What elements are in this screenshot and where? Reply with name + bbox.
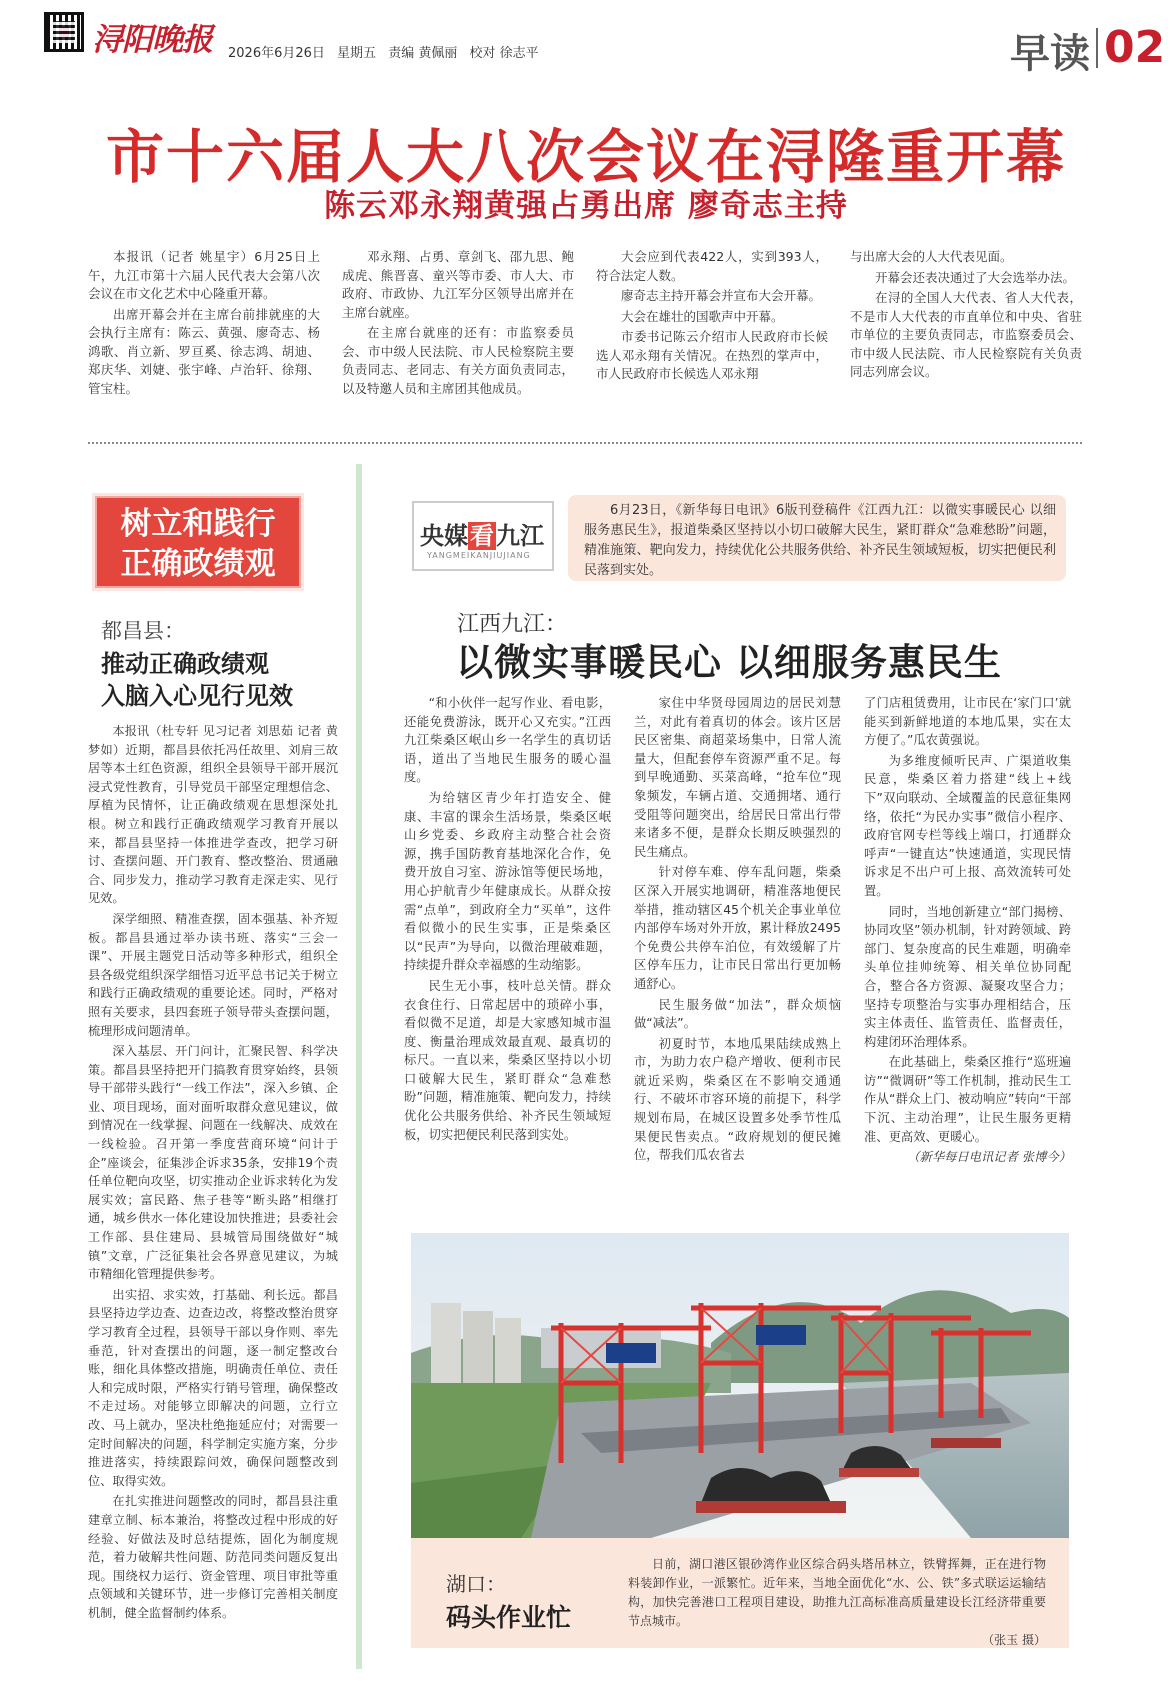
photo-credit: （张玉 摄） bbox=[982, 1633, 1046, 1647]
lead-column-1 bbox=[88, 248, 320, 400]
media-column-3 bbox=[864, 694, 1071, 1167]
issue-date: 2026年6月26日 bbox=[228, 46, 325, 61]
issue-weekday: 星期五 bbox=[337, 46, 377, 61]
theme-line-2: 正确政绩观 bbox=[120, 546, 276, 582]
media-paragraph: 为给辖区青少年打造安全、健康、丰富的课余生活场景，柴桑区岷山乡党委、乡政府主动整合社会资源，携手国防教育基地深化合作，免费开放自习室、游泳馆等便民场地，用心护航青少年健康成长。从群众按需“点单”，到政府全力“买单”，这件看似微小的民生实事，正是柴桑区以“民声”为导向，以微治理破难题，持续提升群众幸福感的生动缩影。 bbox=[404, 790, 611, 973]
media-intro-text: 6月23日，《新华每日电讯》6版刊登稿件《江西九江：以微实事暖民心 以细服务惠民生》，报道柴桑区坚持以小切口破解大民生，紧盯群众“急难愁盼”问题，精准施策、靶向发力，持续优化公共服务供给、补齐民生领域短板，切实把便民利民落到实处。 bbox=[584, 503, 1056, 578]
left-title bbox=[101, 648, 293, 712]
port-crane-illustration bbox=[411, 1233, 1069, 1538]
newspaper-brand: 浔阳晚报 bbox=[92, 22, 212, 58]
lead-paragraph: 廖奇志主持开幕会并宣布大会开幕。 bbox=[621, 288, 822, 303]
media-paragraph: 民生无小事，枝叶总关情。群众衣食住行、日常起居中的琐碎小事，看似微不足道，却是大家感知城市温度、衡量治理成效最直观、最真切的标尺。一直以来，柴桑区坚持以小切口破解大民生，紧盯群众“急难愁盼”问题，精准施策、靶向发力，持续优化公共服务供给、补齐民生领域短板，切实把便民利民落到实处。 bbox=[404, 978, 611, 1142]
section-name: 早读 bbox=[1010, 30, 1090, 77]
lead-paragraph: 在浔的全国人大代表、省人大代表，不是市人大代表的市直单位和中央、省驻市单位的主要负责同志，市监察委员会、市中级人民法院、市人民检察院有关负责同志列席会议。 bbox=[850, 290, 1082, 379]
photo-caption bbox=[628, 1555, 1046, 1650]
media-logo bbox=[420, 516, 544, 551]
media-logo-pinyin: YANGMEIKANJIUJIANG bbox=[427, 551, 531, 560]
lead-paragraph: 市委书记陈云介绍市人民政府市长候选人邓永翔有关情况。在热烈的掌声中，市人民政府市长候选人邓永翔 bbox=[596, 329, 828, 381]
media-column-2 bbox=[634, 694, 841, 1167]
lead-headline: 市十六届人大八次会议在浔隆重开幕 bbox=[105, 123, 1066, 191]
left-paragraph: 深学细照、精准查摆，固本强基、补齐短板。都昌县通过举办读书班、落实“三会一课”、开展主题党日活动等多种形式，组织全县各级党组织深学细悟习近平总书记关于树立和践行正确政绩观的重要论述。同时，严格对照有关要求，县四套班子领导带头查摆问题，梳理形成问题清单。 bbox=[88, 911, 338, 1038]
media-title: 以微实事暖民心 以细服务惠民生 bbox=[456, 641, 1002, 684]
left-story-body bbox=[88, 722, 338, 1625]
media-paragraph: 在此基础上，柴桑区推行“巡班遍访”“微调研”等工作机制，推动民生工作从“群众上门、被动响应”转向“干部下沉、主动治理”，让民生服务更精准、更高效、更暖心。 bbox=[864, 1055, 1071, 1144]
media-paragraph: 初夏时节，本地瓜果陆续成熟上市，为助力农户稳产增收、便利市民就近采购，柴桑区在不影响交通通行、不破坏市容环境的前提下，科学规划布局，在城区设置多处季节性瓜果便民售卖点。“政府规划的便民摊位，帮我们瓜农省去 bbox=[634, 1036, 841, 1163]
media-intro bbox=[568, 495, 1066, 581]
media-logo-right: 九江 bbox=[496, 522, 544, 550]
photo-caption-text: 日前，湖口港区银砂湾作业区综合码头塔吊林立，铁臂挥舞，正在进行物料装卸作业，一派繁忙。近年来，当地全面优化“水、公、铁”多式联运运输结构，加快完善港口工程项目建设，助推九江高标准高质量建设长江经济带重要节点城市。 bbox=[628, 1557, 1046, 1628]
media-logo-left: 央媒 bbox=[420, 522, 468, 550]
media-kicker: 江西九江： bbox=[457, 612, 568, 637]
left-paragraph: 出实招、求实效，打基础、利长远。都昌县坚持边学边查、边查边改，将整改整治贯穿学习教育全过程，县领导干部以身作则、率先垂范，针对查摆出的问题，逐一制定整改台账，细化具体整改措施，明确责任单位、责任人和完成时限，严格实行销号管理，确保整改不走过场。对能够立即解决的问题，立行立改、马上就办，坚决杜绝拖延应付；对需要一定时间解决的问题，科学制定实施方案，分步推进落实，持续跟踪问效，确保问题整改到位、取得实效。 bbox=[88, 1287, 338, 1488]
left-paragraph: 深入基层、开门问计，汇聚民智、科学决策。都昌县坚持把开门搞教育贯穿始终，县领导干部带头践行“一线工作法”，深入乡镇、企业、项目现场，面对面听取群众意见建议，做到情况在一线掌握、问题在一线解决、成效在一线检验。召开第一季度营商环境“问计于企”座谈会，征集涉企诉求35条，安排19个责任单位靶向攻坚，切实推动企业诉求转化为发展实效；富民路、焦子巷等“断头路”相继打通，城乡供水一体化建设加快推进；县委社会工作部、县住建局、县城管局围绕做好“城镇”文章，广泛征集社会各界意见建议，为城市精细化管理提供参考。 bbox=[88, 1044, 338, 1282]
left-kicker: 都昌县： bbox=[101, 619, 185, 643]
lead-subhead: 陈云邓永翔黄强占勇出席 廖奇志主持 bbox=[324, 188, 848, 224]
lead-paragraph: 大会在雄壮的国歌声中开幕。 bbox=[621, 308, 784, 324]
port-photo bbox=[411, 1233, 1069, 1538]
qr-code-icon bbox=[44, 12, 84, 52]
media-paragraph: 同时，当地创新建立“部门揭榜、协同攻坚”领办机制，针对跨领域、跨部门、复杂度高的民生难题，明确牵头单位挂帅统筹、相关单位协同配合，整合各方资源、凝聚攻坚合力；坚持专项整治与实事办理相结合，压实主体责任、监管责任、监督责任，构建闭环治理体系。 bbox=[864, 904, 1071, 1049]
lead-column-2 bbox=[342, 248, 574, 400]
lead-paragraph: 与出席大会的人大代表见面。 bbox=[850, 249, 1013, 264]
media-paragraph: 了门店租赁费用，让市民在‘家门口’就能买到新鲜地道的本地瓜果，实在太方便了。”瓜农黄强说。 bbox=[864, 696, 1071, 748]
left-title-line-1: 推动正确政绩观 bbox=[101, 650, 269, 678]
proofreader-credit: 校对 徐志平 bbox=[469, 46, 539, 61]
media-logo-mid: 看 bbox=[470, 522, 494, 550]
left-paragraph: 在扎实推进问题整改的同时，都昌县注重建章立制、标本兼治，将整改过程中形成的好经验、好做法及时总结提炼，固化为制度规范，着力破解共性问题、防范同类问题反复出现。围绕权力运行、资金管理、项目审批等重点领域和关键环节，进一步修订完善相关制度机制，健全监督制约体系。 bbox=[88, 1494, 338, 1620]
left-paragraph: 本报讯（杜专轩 见习记者 刘思茹 记者 黄梦如）近期，都昌县依托冯任故里、刘肩三故居等本土红色资源，组织全县领导干部开展沉浸式党性教育，引导党员干部坚定理想信念、厚植为民情怀，让正确政绩观在思想深处扎根。树立和践行正确政绩观学习教育开展以来，都昌县坚持一体推进学查改，把学习研讨、查摆问题、开门教育、整改整治、贯通融合、同步发力，推动学习教育走深走实、见行见效。 bbox=[88, 724, 338, 906]
lead-paragraph: 邓永翔、占勇、章剑飞、邵九思、鲍成虎、熊晋喜、童兴等市委、市人大、市政府、市政协、九江军分区领导出席并在主席台就座。 bbox=[342, 249, 574, 320]
lead-paragraph: 本报讯（记者 姚星宇）6月25日上午，九江市第十六届人民代表大会第八次会议在市文化艺术中心隆重开幕。 bbox=[88, 249, 320, 301]
lead-paragraph: 开幕会还表决通过了大会选举办法。 bbox=[875, 269, 1076, 285]
section-divider bbox=[1096, 28, 1098, 68]
media-paragraph: “和小伙伴一起写作业、看电影，还能免费游泳，既开心又充实。”江西九江柴桑区岷山乡一名学生的真切话语，道出了当地民生服务的暖心温度。 bbox=[404, 696, 611, 785]
media-paragraph: 针对停车难、停车乱问题，柴桑区深入开展实地调研，精准落地便民举措，推动辖区45个机关企事业单位内部停车场对外开放，累计释放2495个免费公共停车泊位，有效缓解了片区停车压力，让市民日常出行更加畅通舒心。 bbox=[634, 865, 841, 991]
media-paragraph: 民生服务做“加法”，群众烦恼做“减法”。 bbox=[634, 997, 841, 1031]
photo-kicker: 湖口： bbox=[446, 1572, 506, 1596]
column-rule bbox=[356, 464, 362, 1669]
masthead-info bbox=[228, 42, 547, 61]
media-column-1 bbox=[404, 694, 611, 1146]
media-paragraph: 为多维度倾听民声、广渠道收集民意，柴桑区着力搭建“线上+线下”双向联动、全域覆盖的民意征集网络，依托“为民办实事”微信小程序、政府官网专栏等线上端口，打通群众呼声“一键直达”快速通道，实现民情诉求足不出户可上报、高效流转可处置。 bbox=[864, 753, 1071, 898]
editor-credit: 责编 黄佩丽 bbox=[388, 46, 458, 61]
media-paragraph: 家住中华贤母园周边的居民刘慧兰，对此有着真切的体会。该片区居民区密集、商超菜场集中，日常人流量大，但配套停车资源严重不足。每到早晚通勤、买菜高峰，“抢车位”现象频发，车辆占道、交通拥堵、通行受阻等问题突出，给居民日常出行带来诸多不便，是群众长期反映强烈的民生痛点。 bbox=[634, 696, 841, 859]
media-credit: （新华每日电讯记者 张博今） bbox=[907, 1150, 1071, 1165]
lead-column-3 bbox=[596, 248, 828, 386]
lead-paragraph: 大会应到代表422人，实到393人，符合法定人数。 bbox=[596, 249, 828, 283]
lead-paragraph: 在主席台就座的还有：市监察委员会、市中级人民法院、市人民检察院主要负责同志、老同志、有关方面负责同志，以及特邀人员和主席团其他成员。 bbox=[342, 325, 574, 396]
lead-paragraph: 出席开幕会并在主席台前排就座的大会执行主席有：陈云、黄强、廖奇志、杨鸿歌、肖立新、罗亘奚、徐志鸿、胡迪、郑庆华、刘婕、张宇峰、卢治轩、徐翔、管宝柱。 bbox=[88, 306, 320, 396]
photo-title: 码头作业忙 bbox=[446, 1603, 572, 1632]
theme-line-1: 树立和践行 bbox=[120, 506, 276, 542]
page-number: 02 bbox=[1104, 22, 1166, 73]
theme-badge bbox=[95, 496, 301, 588]
lead-column-4 bbox=[850, 248, 1082, 384]
left-title-line-2: 入脑入心见行见效 bbox=[101, 682, 293, 710]
section-separator bbox=[88, 442, 1082, 444]
